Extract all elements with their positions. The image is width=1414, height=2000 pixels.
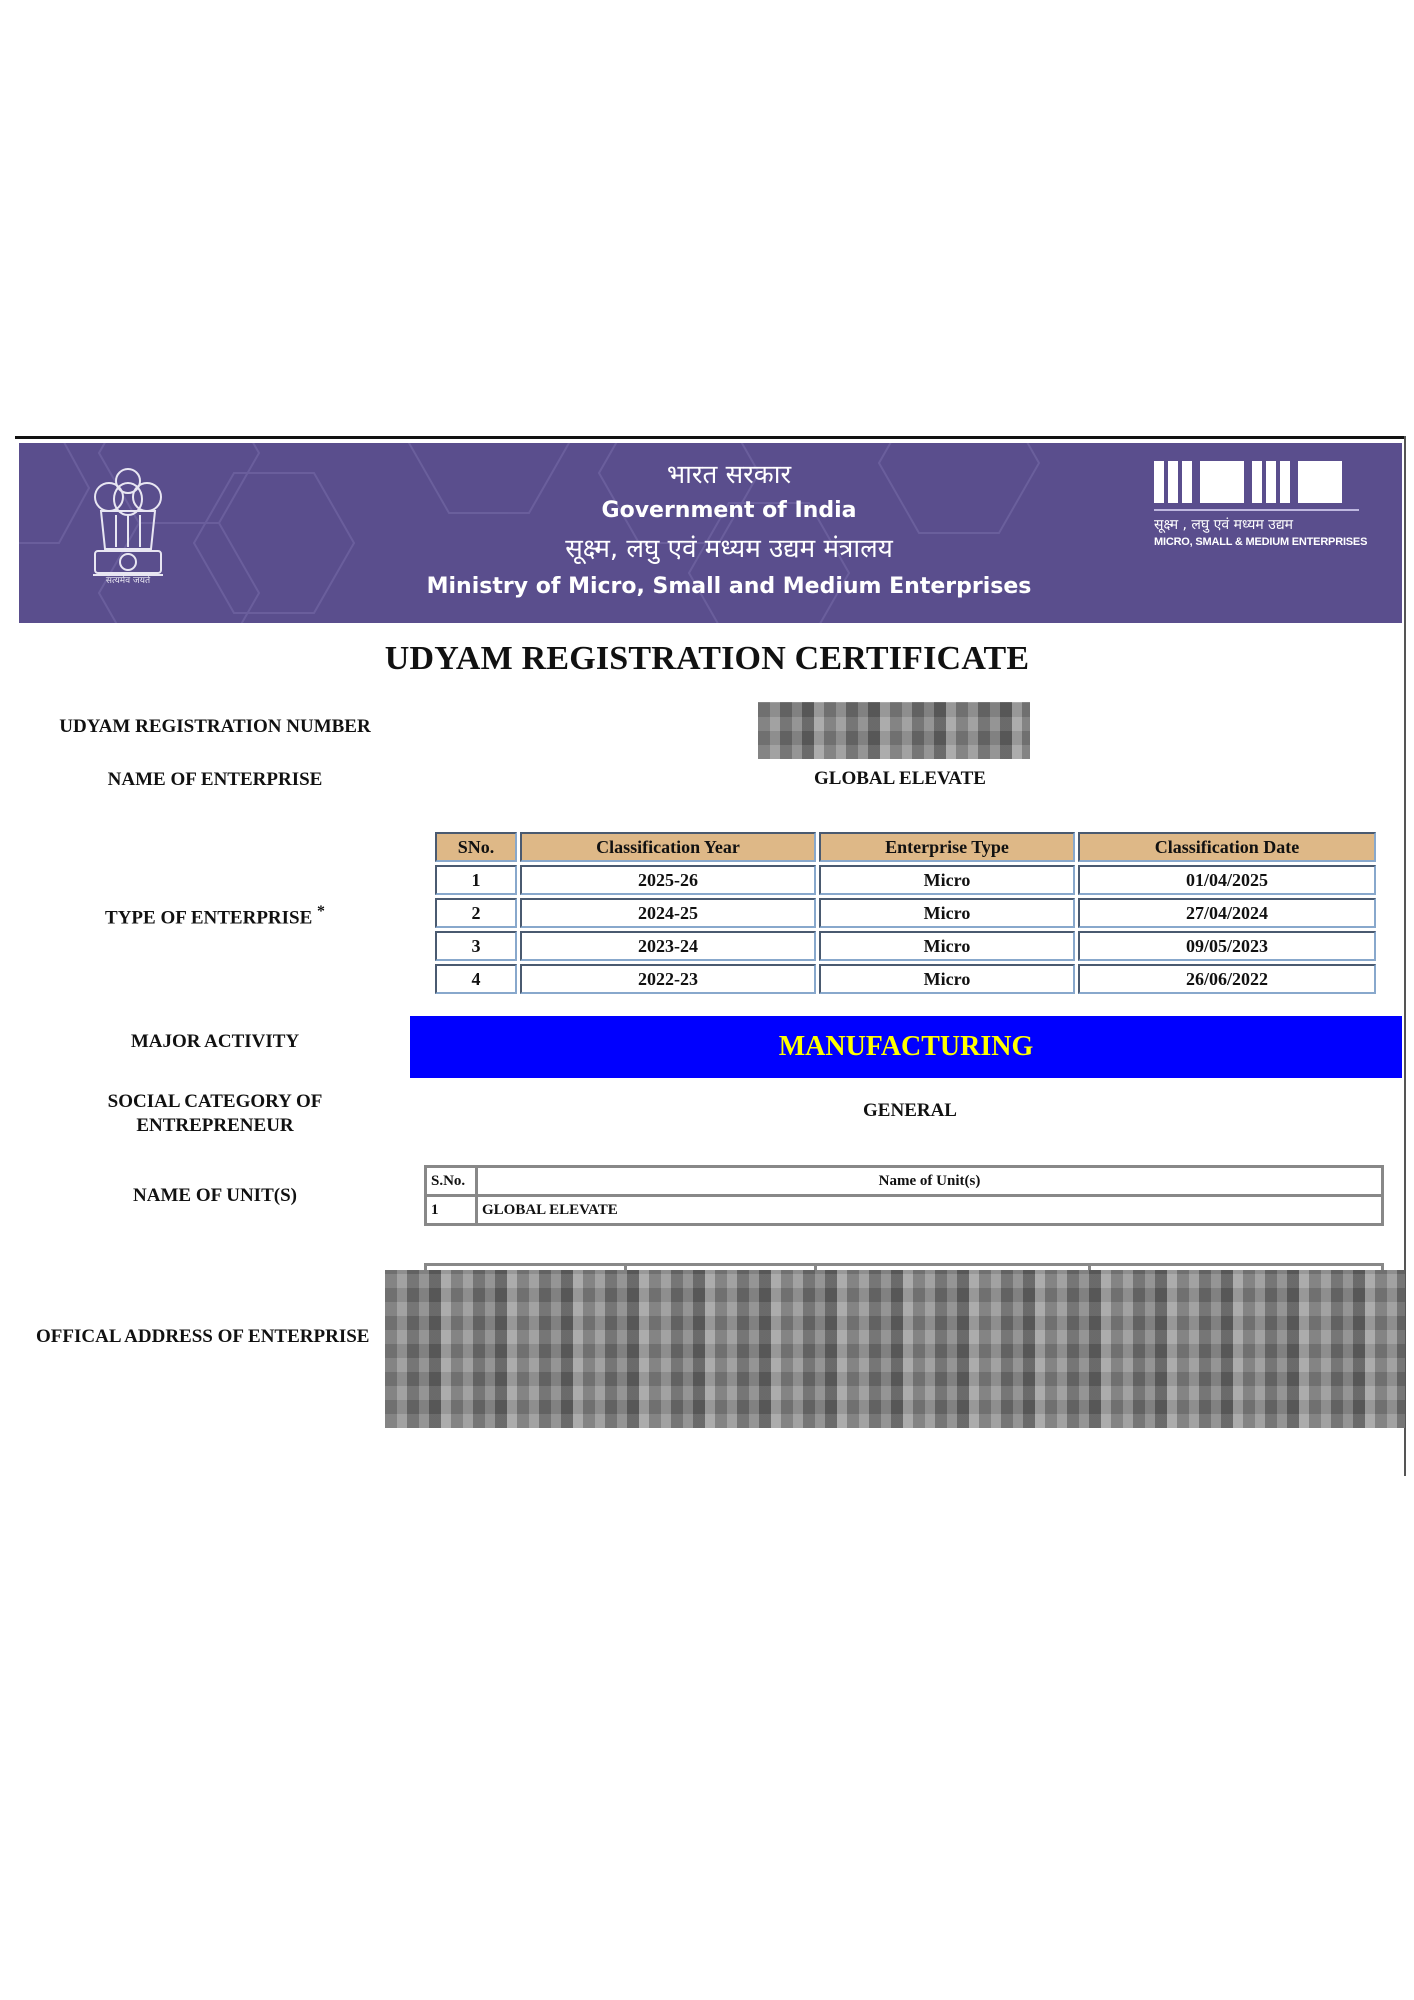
cell-date: 09/05/2023 (1078, 931, 1376, 961)
registration-number-label: UDYAM REGISTRATION NUMBER (59, 716, 371, 737)
units-label: NAME OF UNIT(S) (133, 1185, 297, 1206)
enterprise-type-label-text: TYPE OF ENTERPRISE (105, 907, 313, 929)
col-classification-date: Classification Date (1078, 832, 1376, 862)
table-row (426, 1196, 1383, 1225)
table-row (435, 931, 1376, 961)
hindi-ministry-title: सूक्ष्म, लघु एवं मध्यम उद्यम मंत्रालय (565, 534, 893, 564)
social-category-value: GENERAL (863, 1100, 957, 1121)
msme-wordmark-icon (1154, 461, 1384, 503)
msme-logo (1154, 461, 1384, 548)
cell-sno: 3 (435, 931, 517, 961)
certificate-title: UDYAM REGISTRATION CERTIFICATE (384, 640, 1030, 677)
classification-header-row (435, 832, 1376, 862)
emblem-motto: सत्यमेव जयते (105, 576, 151, 586)
major-activity-value: MANUFACTURING (410, 1016, 1402, 1078)
units-table (424, 1165, 1384, 1226)
cell-year: 2023-24 (520, 931, 816, 961)
enterprise-name-label: NAME OF ENTERPRISE (107, 769, 323, 790)
cell-sno: 4 (435, 964, 517, 994)
table-row (435, 898, 1376, 928)
enterprise-type-asterisk: * (317, 903, 325, 920)
hindi-government-title: भारत सरकार (666, 460, 792, 490)
cell-type: Micro (819, 898, 1075, 928)
cell-type: Micro (819, 931, 1075, 961)
ministry-banner (19, 443, 1402, 623)
address-label: OFFICAL ADDRESS OF ENTERPRISE (36, 1326, 370, 1347)
col-unit-name: Name of Unit(s) (477, 1167, 1383, 1196)
cell-year: 2025-26 (520, 865, 816, 895)
col-sno: S.No. (426, 1167, 477, 1196)
col-enterprise-type: Enterprise Type (819, 832, 1075, 862)
classification-table (432, 829, 1379, 997)
social-category-label (40, 1090, 390, 1138)
social-category-label-line1: SOCIAL CATEGORY OF (107, 1091, 323, 1112)
col-sno: SNo. (435, 832, 517, 862)
cell-sno: 1 (426, 1196, 477, 1225)
government-title: Government of India (601, 498, 857, 523)
cell-type: Micro (819, 865, 1075, 895)
address-redacted (385, 1270, 1405, 1428)
cell-sno: 1 (435, 865, 517, 895)
table-row (435, 964, 1376, 994)
logo-hindi-text: सूक्ष्म , लघु एवं मध्यम उद्यम (1154, 517, 1294, 533)
cell-sno: 2 (435, 898, 517, 928)
cell-date: 26/06/2022 (1078, 964, 1376, 994)
cell-date: 01/04/2025 (1078, 865, 1376, 895)
cell-year: 2022-23 (520, 964, 816, 994)
registration-number-redacted (758, 702, 1030, 759)
cell-date: 27/04/2024 (1078, 898, 1376, 928)
cell-year: 2024-25 (520, 898, 816, 928)
cell-type: Micro (819, 964, 1075, 994)
enterprise-name-value: GLOBAL ELEVATE (814, 768, 986, 789)
cell-unit-name: GLOBAL ELEVATE (477, 1196, 1383, 1225)
government-heading (319, 457, 1139, 605)
logo-divider (1154, 509, 1359, 511)
major-activity-label: MAJOR ACTIVITY (130, 1031, 300, 1052)
col-classification-year: Classification Year (520, 832, 816, 862)
table-row (435, 865, 1376, 895)
social-category-label-line2: ENTREPRENEUR (136, 1115, 294, 1136)
page-frame-top-border (15, 436, 1405, 439)
logo-english-text: MICRO, SMALL & MEDIUM ENTERPRISES (1154, 536, 1368, 548)
ministry-title: Ministry of Micro, Small and Medium Enterprises (426, 574, 1032, 599)
units-header-row (426, 1167, 1383, 1196)
enterprise-type-label (40, 900, 390, 930)
